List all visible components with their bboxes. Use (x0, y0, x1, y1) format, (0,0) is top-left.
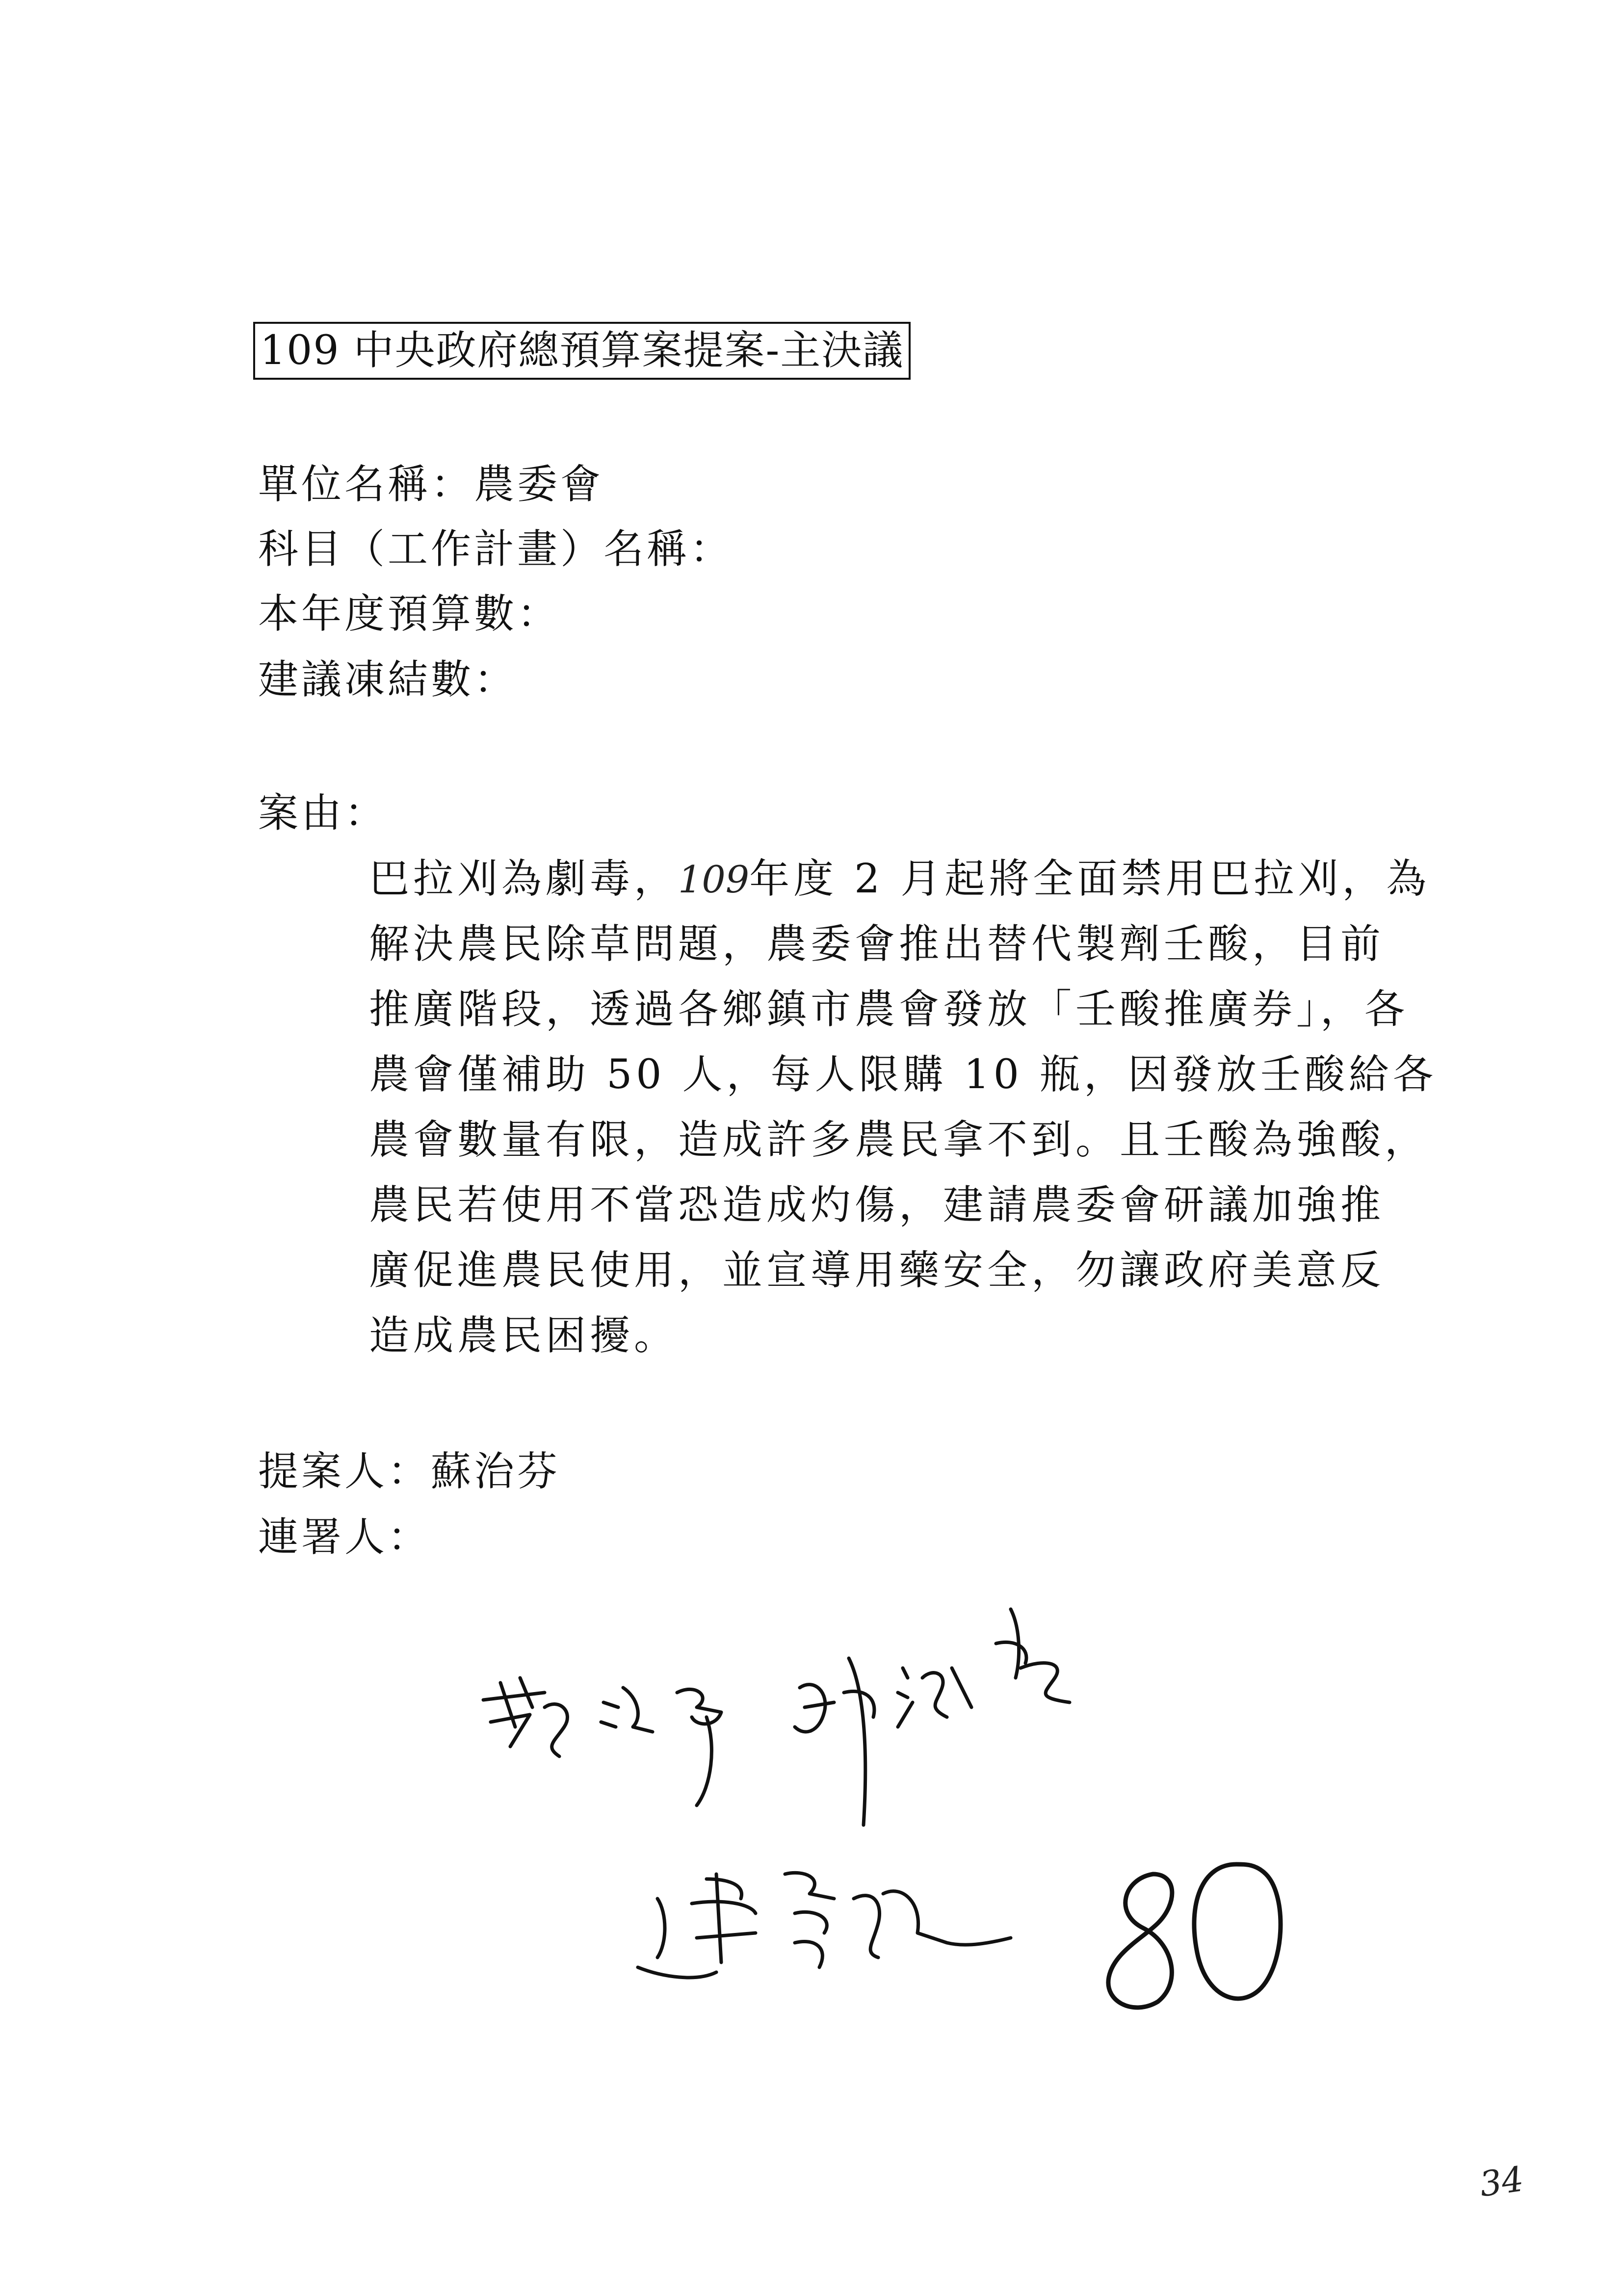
freeze-amount-field: 建議凍結數： (258, 656, 518, 703)
reason-line: 農會數量有限，造成許多農民拿不到。且壬酸為強酸， (369, 1117, 1429, 1163)
page-number: 34 (1477, 2159, 1526, 2205)
handwritten-80 (1108, 1864, 1281, 2008)
reason-line: 農民若使用不當恐造成灼傷，建請農委會研議加強推 (369, 1182, 1385, 1228)
signature-3 (638, 1873, 1011, 1978)
reason-label: 案由： (258, 790, 388, 836)
document-title: 109 中央政府總預算案提案-主決議 (253, 322, 911, 380)
reason-line: 廣促進農民使用，並宣導用藥安全，勿讓政府美意反 (369, 1247, 1385, 1294)
budget-amount-field: 本年度預算數： (258, 591, 561, 637)
unit-name-field: 單位名稱：農委會 (258, 461, 604, 508)
reason-line: 推廣階段，透過各鄉鎮市農會發放「壬酸推廣券」，各 (369, 986, 1409, 1033)
signature-2 (795, 1609, 1070, 1825)
reason-line: 解決農民除草問題，農委會推出替代製劑壬酸，目前 (369, 921, 1385, 967)
proposer-field: 提案人：蘇治芬 (258, 1448, 561, 1495)
signature-1 (483, 1678, 721, 1805)
reason-line: 農會僅補助 50 人，每人限購 10 瓶，因發放壬酸給各 (369, 1051, 1437, 1098)
reason-line: 造成農民困擾。 (369, 1312, 679, 1359)
handwritten-year: 109 (678, 858, 750, 901)
reason-line-post: 年度 2 月起將全面禁用巴拉刈，為 (749, 856, 1431, 902)
cosigner-field: 連署人： (258, 1514, 431, 1561)
reason-line-pre: 巴拉刈為劇毒， (369, 856, 679, 902)
subject-name-field: 科目（工作計畫）名稱： (258, 526, 733, 573)
